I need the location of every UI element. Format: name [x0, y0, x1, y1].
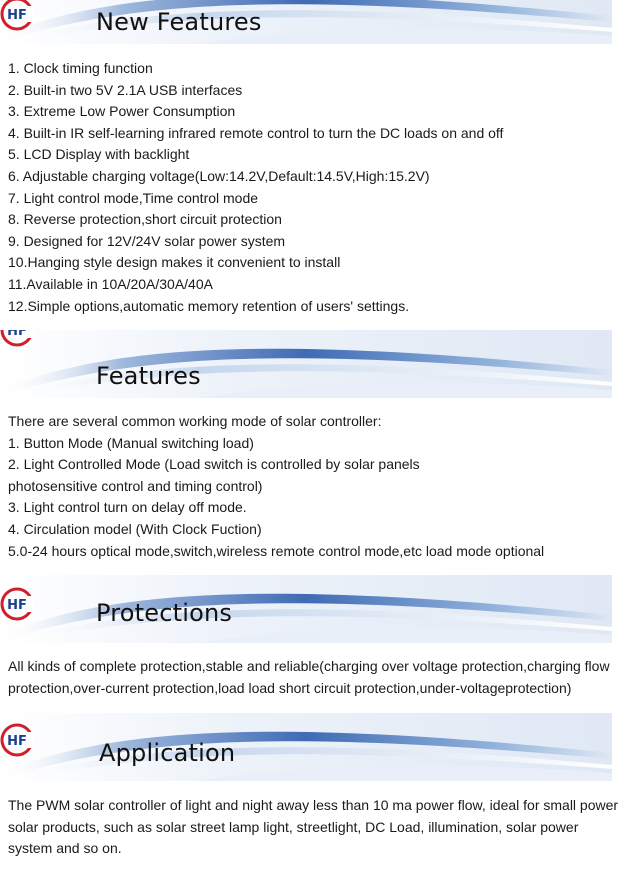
features-list	[8, 411, 544, 562]
list-item: 5.0-24 hours optical mode,switch,wireless remote control mode,etc load mode optional	[8, 542, 545, 559]
list-item: 1. Button Mode (Manual switching load)	[8, 434, 254, 451]
list-item: 6. Adjustable charging voltage(Low:14.2V,Default:14.5V,High:15.2V)	[8, 167, 430, 184]
list-item: 3. Extreme Low Power Consumption	[8, 103, 236, 120]
protections-paragraph: All kinds of complete protection,stable and reliable(charging over voltage protection,charging flow protection,over-current protection,load load short circuit protection,under-voltageprotection)	[8, 658, 610, 696]
list-item: 3. Light control turn on delay off mode.	[8, 499, 247, 516]
banner-swoosh-graphic	[0, 713, 612, 781]
section-title: Application	[99, 739, 236, 767]
list-item: 9. Designed for 12V/24V solar power system	[8, 232, 286, 249]
section-banner-features	[0, 324, 612, 398]
list-item: 1. Clock timing function	[8, 60, 153, 76]
banner-swoosh-graphic	[0, 0, 612, 44]
list-item: 11.Available in 10A/20A/30A/40A	[8, 275, 213, 292]
list-item: 4. Built-in IR self-learning infrared remote control to turn the DC loads on and off	[8, 124, 504, 141]
section-banner-application	[0, 713, 612, 781]
section-title: Features	[96, 362, 201, 390]
svg-text:HF: HF	[7, 8, 27, 24]
svg-text:HF: HF	[7, 597, 27, 613]
list-item: 5. LCD Display with backlight	[8, 146, 190, 163]
application-paragraph: The PWM solar controller of light and night away less than 10 ma power flow, ideal for small power solar products, such as solar street lamp light, streetlight, DC Load, illumination, solar power system and so on.	[8, 797, 619, 856]
section-title: Protections	[96, 599, 233, 627]
list-item: 10.Hanging style design makes it convenient to install	[8, 254, 341, 271]
svg-text:HF: HF	[7, 734, 27, 750]
list-item: 7. Light control mode,Time control mode	[8, 189, 259, 206]
hf-logo-icon	[0, 0, 34, 31]
hf-logo-icon	[0, 587, 34, 621]
banner-swoosh-graphic	[0, 575, 612, 643]
svg-text:HF: HF	[7, 324, 27, 339]
list-item: 12.Simple options,automatic memory retention of users' settings.	[8, 297, 410, 314]
list-item: 2. Light Controlled Mode (Load switch is controlled by solar panels	[8, 456, 420, 473]
banner-swoosh-graphic	[0, 324, 612, 398]
new-features-list	[8, 58, 503, 317]
list-item: 4. Circulation model (With Clock Fuction)	[8, 520, 262, 537]
list-item: photosensitive control and timing control)	[8, 477, 263, 494]
list-item: 2. Built-in two 5V 2.1A USB interfaces	[8, 81, 243, 98]
hf-logo-icon	[0, 324, 34, 347]
list-item: 8. Reverse protection,short circuit protection	[8, 211, 282, 228]
section-banner-protections	[0, 575, 612, 643]
list-item: There are several common working mode of solar controller:	[8, 413, 382, 429]
section-banner-new-features	[0, 0, 612, 44]
section-title: New Features	[96, 8, 262, 36]
hf-logo-icon	[0, 723, 34, 757]
